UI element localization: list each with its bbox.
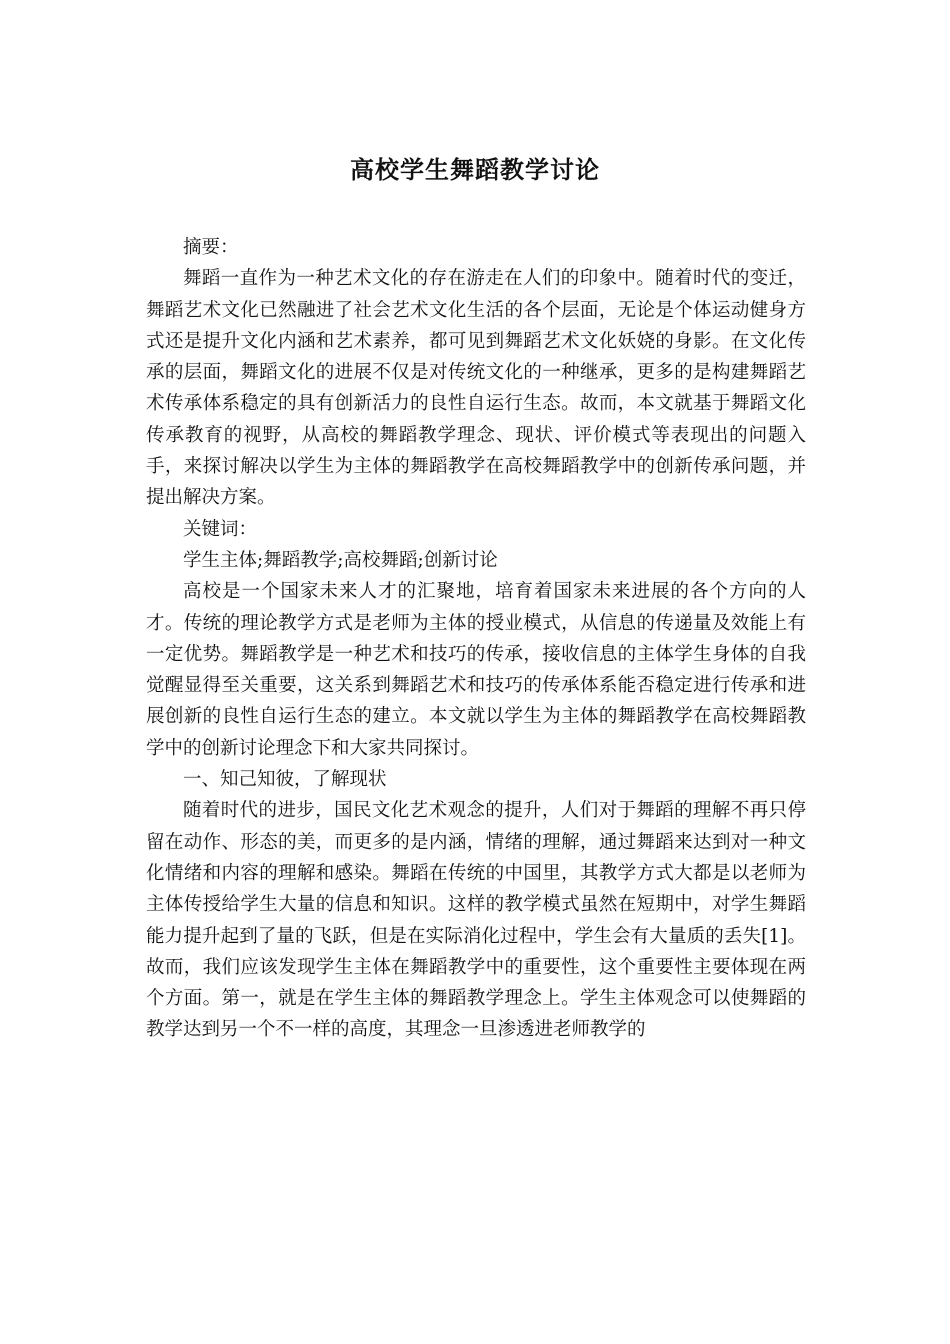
keywords-heading: 关键词：	[183, 518, 258, 540]
keywords-text: 学生主体;舞蹈教学;高校舞蹈;创新讨论	[183, 549, 498, 571]
abstract-heading: 摘要：	[183, 237, 239, 258]
document-title: 高校学生舞蹈教学讨论	[350, 155, 600, 184]
section-1-paragraph: 随着时代的进步，国民文化艺术观念的提升，人们对于舞蹈的理解不再只停留在动作、形态的美，而更多的是内涵，情绪的理解，通过舞蹈来达到对一种文化情绪和内容的理解和感染。舞蹈在传统的中国里，其教学方式大都是以老师为主体传授给学生大量的信息和知识。这样的教学模式虽然在短期中，对学生舞蹈能力提升起到了量的飞跃，但是在实际消化过程中，学生会有大量质的丢失[1]。故而，我们应该发现学生主体在舞蹈教学中的重要性，这个重要性主要体现在两个方面。第一，就是在学生主体的舞蹈教学理念上。学生主体观念可以使舞蹈的教学达到另一个不一样的高度，其理念一旦渗透进老师教学的	[146, 800, 806, 1041]
document-body	[146, 232, 806, 1046]
abstract-text: 舞蹈一直作为一种艺术文化的存在游走在人们的印象中。随着时代的变迁，舞蹈艺术文化已然融进了社会艺术文化生活的各个层面，无论是个体运动健身方式还是提升文化内涵和艺术素养，都可见到舞蹈艺术文化妖娆的身影。在文化传承的层面，舞蹈文化的进展不仅是对传统文化的一种继承，更多的是构建舞蹈艺术传承体系稳定的具有创新活力的良性自运行生态。故而，本文就基于舞蹈文化传承教育的视野，从高校的舞蹈教学理念、现状、评价模式等表现出的问题入手，来探讨解决以学生为主体的舞蹈教学在高校舞蹈教学中的创新传承问题，并提出解决方案。	[146, 268, 806, 509]
section-heading-1: 一、知己知彼，了解现状	[183, 769, 387, 791]
intro-paragraph: 高校是一个国家未来人才的汇聚地，培育着国家未来进展的各个方向的人才。传统的理论教学方式是老师为主体的授业模式，从信息的传递量及效能上有一定优势。舞蹈教学是一种艺术和技巧的传承，接收信息的主体学生身体的自我觉醒显得至关重要，这关系到舞蹈艺术和技巧的传承体系能否稳定进行传承和进展创新的良性自运行生态的建立。本文就以学生为主体的舞蹈教学在高校舞蹈教学中的创新讨论理念下和大家共同探讨。	[146, 581, 806, 759]
